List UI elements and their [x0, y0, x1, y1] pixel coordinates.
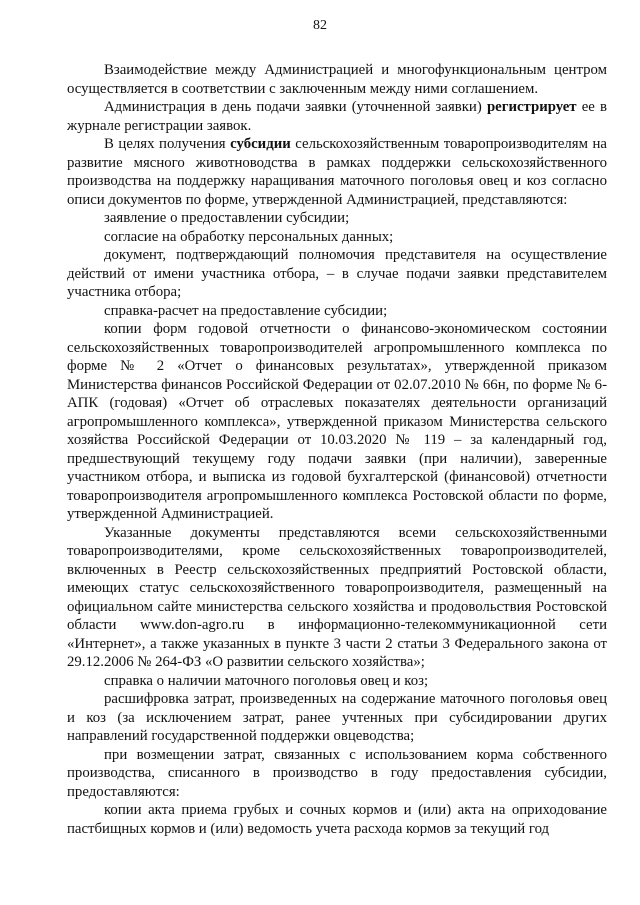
paragraph — [67, 320, 607, 524]
text-run: сельскохозяйственным товаропроизводителям на развитие мясного животноводства в рамках поддержки сельскохозяйственного производства на поддержку наращивания маточного поголовья овец и коз согласно описи документов по форме, утвержденной Администрацией, представляются: — [67, 136, 607, 208]
text-run: документ, подтверждающий полномочия представителя на осуществление действий от имени участника отбора, – в случае подачи заявки представителем участника отбора; — [67, 247, 607, 300]
paragraph — [67, 209, 607, 228]
paragraph — [67, 98, 607, 135]
paragraph — [67, 228, 607, 247]
text-run: В целях получения — [104, 136, 231, 152]
paragraph — [67, 690, 607, 746]
page-number: 82 — [313, 18, 327, 33]
text-run: справка-расчет на предоставление субсидии; — [104, 302, 388, 319]
text-run: ее в журнале регистрации заявок. — [67, 99, 607, 134]
text-run: заявление о предоставлении субсидии; — [104, 210, 350, 226]
bold-text: регистрирует — [486, 99, 577, 115]
text-run: расшифровка затрат, произведенных на содержание маточного поголовья овец и коз (за исключением затрат, ранее учтенных при субсидировании других направлений государственной поддержки овцеводства; — [67, 691, 607, 744]
document-body — [67, 61, 607, 838]
text-run: Указанные документы представляются всеми сельскохозяйственными товаропроизводителями, кроме сельскохозяйственных товаропроизводителей, включенных в Реестр сельскохозяйственных предприятий Ростовской области, имеющих статус сельскохозяйственного товаропроизводителя, размещенный на официальном сайте министерства сельского хозяйства и продовольствия Ростовской области www.don-agro.ru в информационно-телекоммуникационной сети «Интернет», а также указанных в пункте 3 части 2 статьи 3 Федерального закона от 29.12.2006 № 264-ФЗ «О развитии сельского хозяйства»; — [67, 524, 607, 670]
text-run: при возмещении затрат, связанных с использованием корма собственного производства, списанного в производство в году предоставления субсидии, предоставляются: — [67, 746, 607, 800]
paragraph — [67, 801, 607, 838]
paragraph — [67, 135, 607, 209]
paragraph — [67, 672, 607, 691]
text-run: согласие на обработку персональных данных; — [104, 228, 394, 245]
paragraph — [67, 746, 607, 802]
text-run: копии акта приема грубых и сочных кормов и (или) акта на оприходование пастбищных кормов и (или) ведомость учета расхода кормов за текущий год — [67, 802, 607, 837]
bold-text: субсидии — [230, 136, 291, 152]
paragraph — [67, 302, 607, 321]
paragraph — [67, 246, 607, 302]
text-run: Взаимодействие между Администрацией и многофункциональным центром осуществляется в соответствии с заключенным между ними соглашением. — [67, 62, 607, 97]
text-run: Администрация в день подачи заявки (уточненной заявки) — [104, 99, 487, 115]
text-run: справка о наличии маточного поголовья овец и коз; — [104, 672, 429, 689]
paragraph — [67, 61, 607, 98]
paragraph — [67, 524, 607, 672]
text-run: копии форм годовой отчетности о финансово-экономическом состоянии сельскохозяйственных товаропроизводителей агропромышленного комплекса по форме № 2 «Отчет о финансовых результатах», утвержденной приказом Министерства финансов Российской Федерации от 02.07.2010 № 66н, по форме № 6-АПК (годовая) «Отчет об отраслевых показателях деятельности организаций агропромышленного комплекса», утвержденной приказом Министерства сельского хозяйства Российской Федерации от 10.03.2020 № 119 – за календарный год, предшествующий текущему году подачи заявки (при наличии), заверенные участником отбора, и выписка из годовой бухгалтерской (финансовой) отчетности товаропроизводителя агропромышленного комплекса Ростовской области по форме, утвержденной Администрацией. — [67, 321, 607, 522]
